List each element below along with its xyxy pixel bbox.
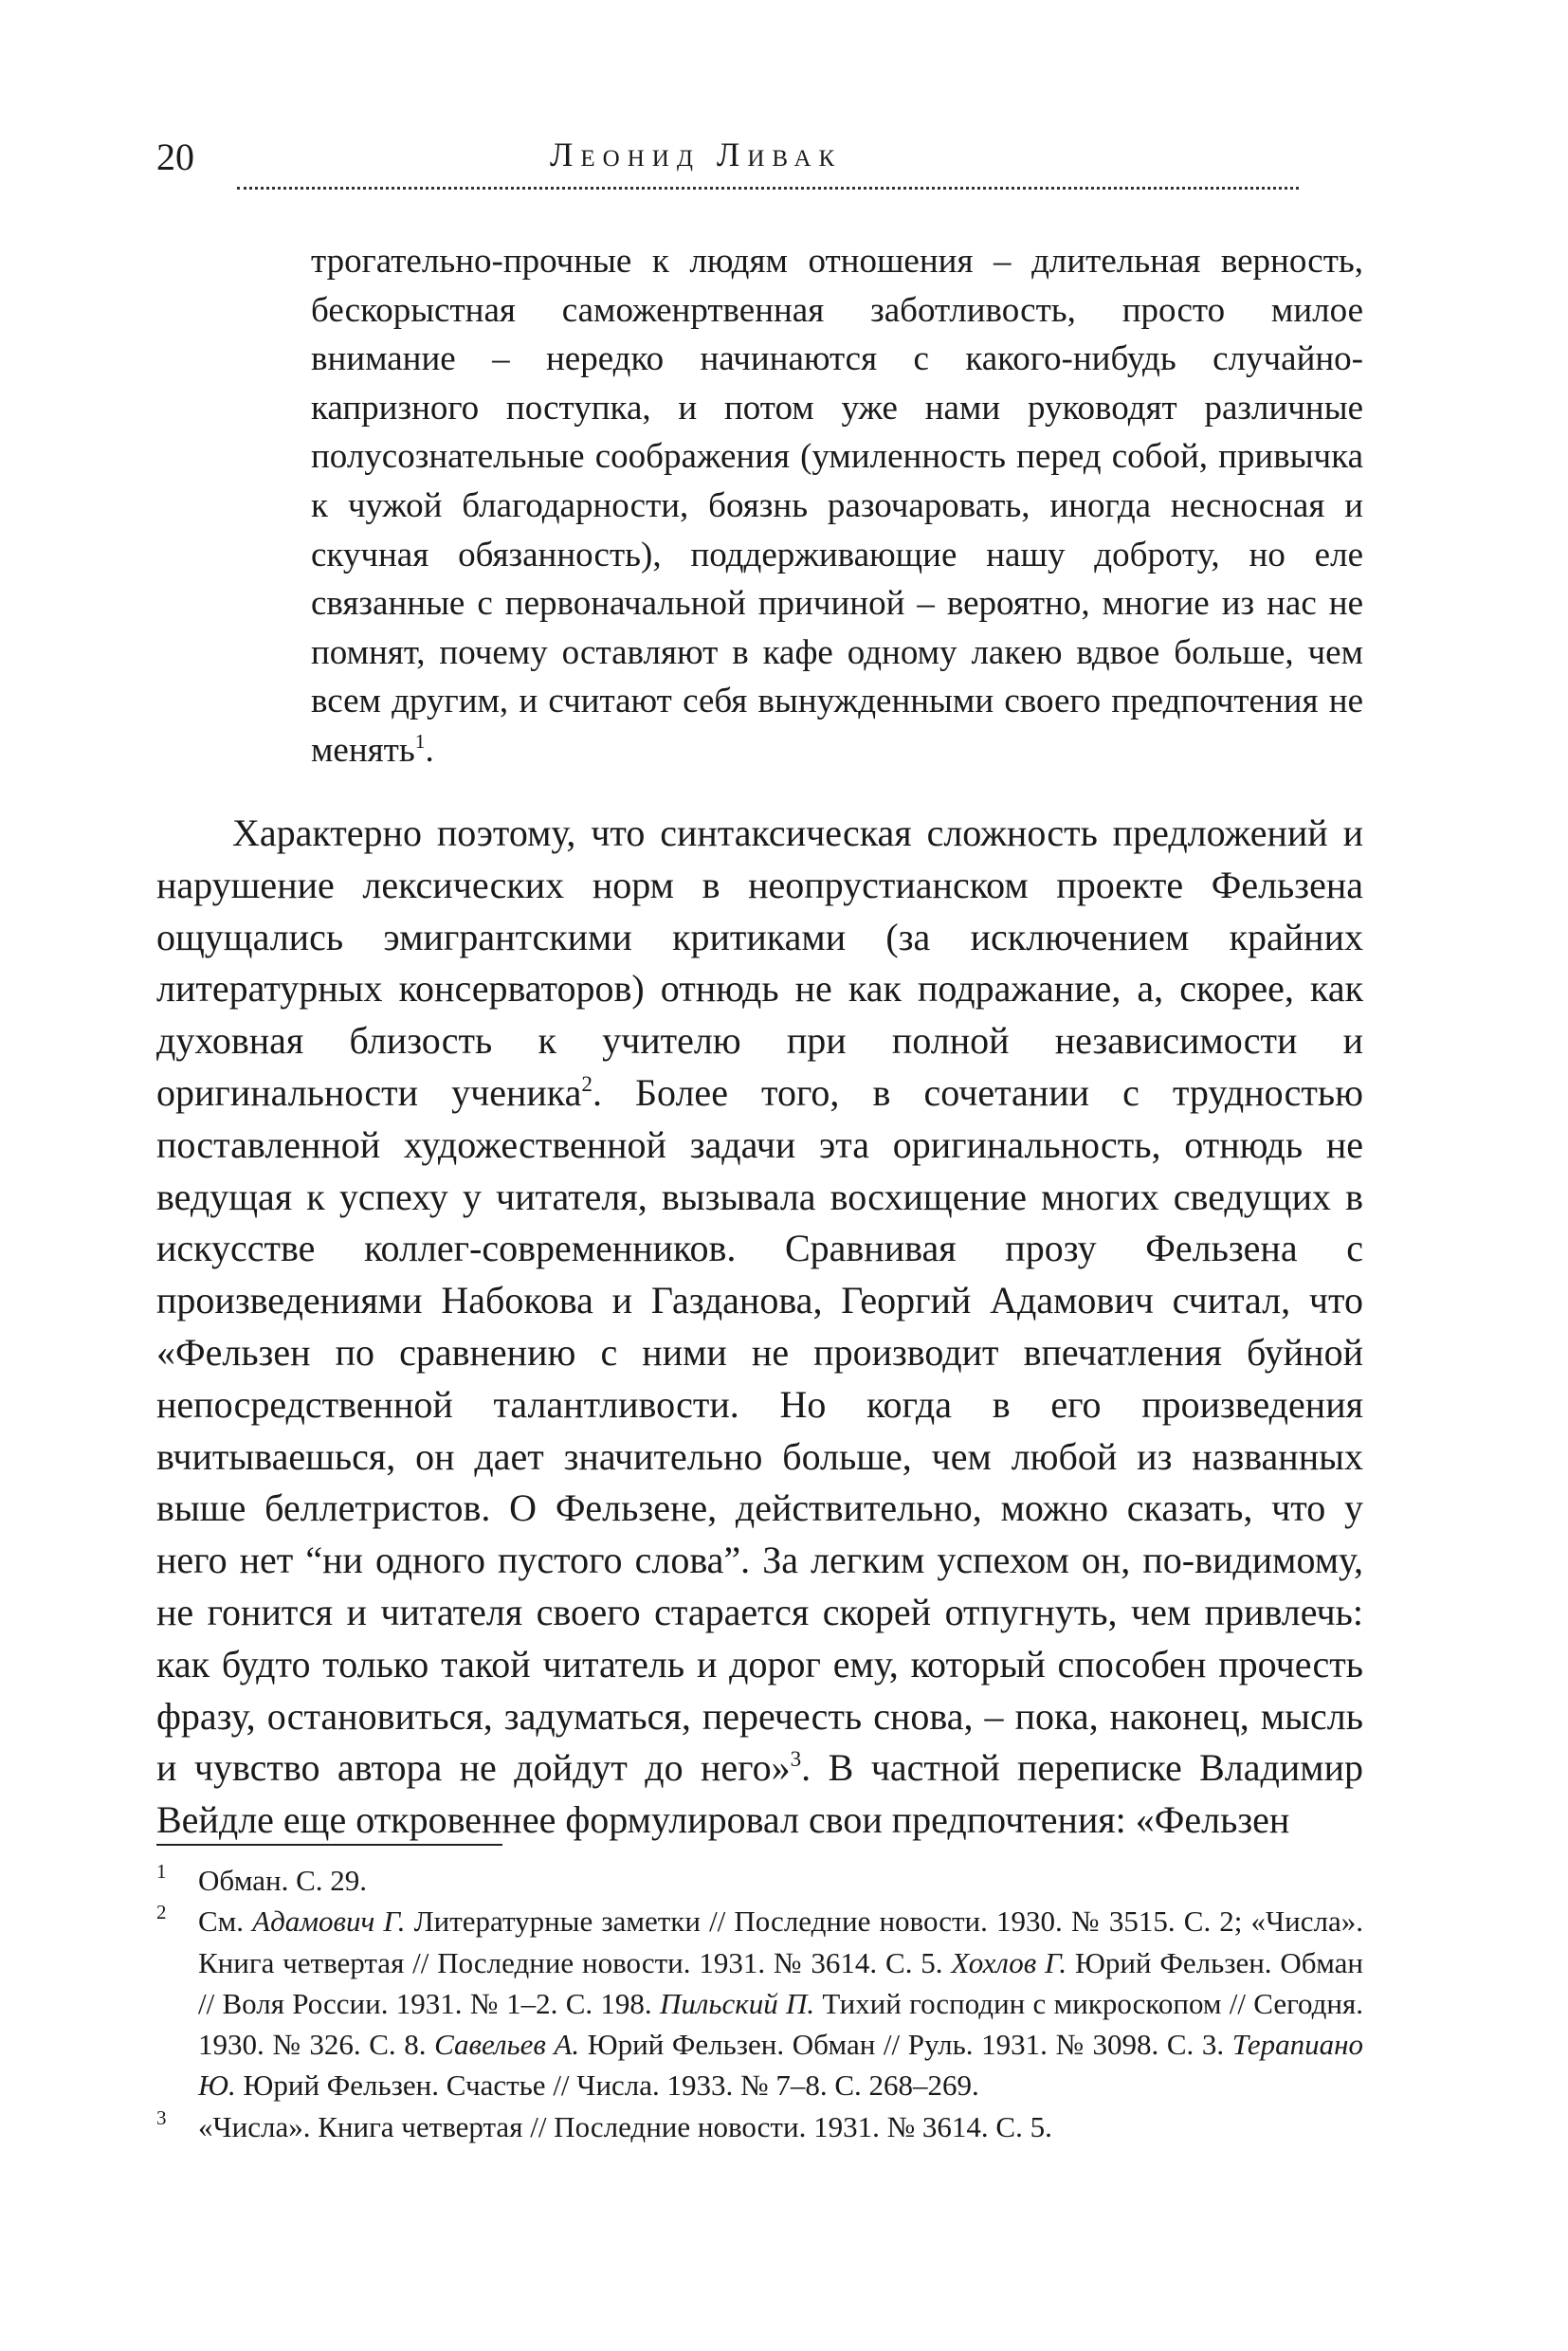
footnote-author: Пильский П. <box>659 1986 815 2020</box>
running-title: Леонид Ливак <box>550 136 843 173</box>
footnote-text: Юрий Фельзен. Обман // Руль. 1931. № 3098. С. 3. <box>579 2028 1232 2062</box>
header-rule <box>237 187 1299 190</box>
quote-end: . <box>425 730 434 770</box>
footnote-ref-3: 3 <box>790 1746 802 1772</box>
body-text-part-1: Характерно поэтому, что синтаксическая сложность предложений и нарушение лексических норм в неопрустианском проекте Фельзена ощущались эмигрантскими критиками (за исключением крайних литературных консерваторов) отнюдь не как подражание, а, скорее, как духовная близость к учителю при полной независимости и оригинальности ученика <box>156 811 1363 1114</box>
body-paragraph <box>156 808 1363 1847</box>
quote-text: трогательно-прочные к людям отношения – длительная верность, бескорыстная саможенртвенная заботливость, просто милое внимание – нередко начинаются с какого-нибудь случайно-капризного поступка, и потом уже нами руководят различные полусознательные соображения (умиленность перед собой, привычка к чужой благодарности, боязнь разочаровать, иногда несносная и скучная обязанность), поддерживающие нашу доброту, но еле связанные с первоначальной причиной – вероятно, многие из нас не помнят, почему оставляют в кафе одному лакею вдвое больше, чем всем другим, и считают себя вынужденными своего предпочтения не менять <box>311 242 1363 770</box>
footnote-author: Савельев А. <box>434 2028 580 2062</box>
footnote-text: Обман. С. 29. <box>198 1864 368 1897</box>
footnote-text: Тихий господин с микроскопом // Сегодня. 1930. № 326. С. 8. <box>198 1986 1363 2062</box>
footnote-3 <box>156 2106 1363 2147</box>
footnote-number: 1 <box>156 1860 167 1883</box>
page-number: 20 <box>156 136 194 178</box>
footnotes-section <box>156 1860 1363 2147</box>
footnote-text: См. <box>198 1904 253 1939</box>
body-text-part-3: . В частной переписке Владимир Вейдле еще откровеннее формулировал свои предпочтения: «Фельзен <box>156 1746 1363 1842</box>
footnote-text: Юрий Фельзен. Обман // Воля России. 1931. № 1–2. С. 198. <box>198 1945 1364 2020</box>
footnote-separator <box>156 1844 502 1846</box>
footnote-author: Хохлов Г. <box>951 1945 1067 1979</box>
footnote-text: «Числа». Книга четвертая // Последние новости. 1931. № 3614. С. 5. <box>198 2109 1052 2143</box>
block-quote <box>311 237 1363 775</box>
footnote-text: Юрий Фельзен. Счастье // Числа. 1933. № 7–8. С. 268–269. <box>235 2069 979 2103</box>
body-text-part-2: . Более того, в сочетании с трудностью поставленной художественной задачи эта оригинальность, отнюдь не ведущая к успеху у читателя, вызывала восхищение многих сведущих в искусстве коллег-современников. Сравнивая прозу Фельзена с произведениями Набокова и Газданова, Георгий Адамович считал, что «Фельзен по сравнению с ними не производит впечатления буйной непосредственной талантливости. Но когда в его произведения вчитываешься, он дает значительно больше, чем любой из названных выше беллетристов. О Фельзене, действительно, можно сказать, что у него нет “ни одного пустого слова”. За легким успехом он, по-видимому, не гонится и читателя своего старается скорей отпугнуть, чем привлечь: как будто только такой читатель и дорог ему, который способен прочесть фразу, остановиться, задуматься, перечесть снова, – пока, наконец, мысль и чувство автора не дойдут до него» <box>156 1070 1363 1790</box>
footnote-author: Адамович Г. <box>252 1904 406 1939</box>
footnote-2 <box>156 1901 1363 2105</box>
footnote-ref-1: 1 <box>414 729 426 753</box>
footnote-number: 2 <box>156 1901 167 1924</box>
footnote-number: 3 <box>156 2105 167 2129</box>
footnote-author: Терапиано Ю. <box>198 2028 1363 2103</box>
footnote-ref-2: 2 <box>581 1071 593 1097</box>
footnote-1 <box>156 1860 1363 1901</box>
footnote-text: Литературные заметки // Последние новости. 1930. № 3515. С. 2; «Числа». Книга четвертая // Последние новости. 1931. № 3614. С. 5. <box>198 1904 1363 1979</box>
